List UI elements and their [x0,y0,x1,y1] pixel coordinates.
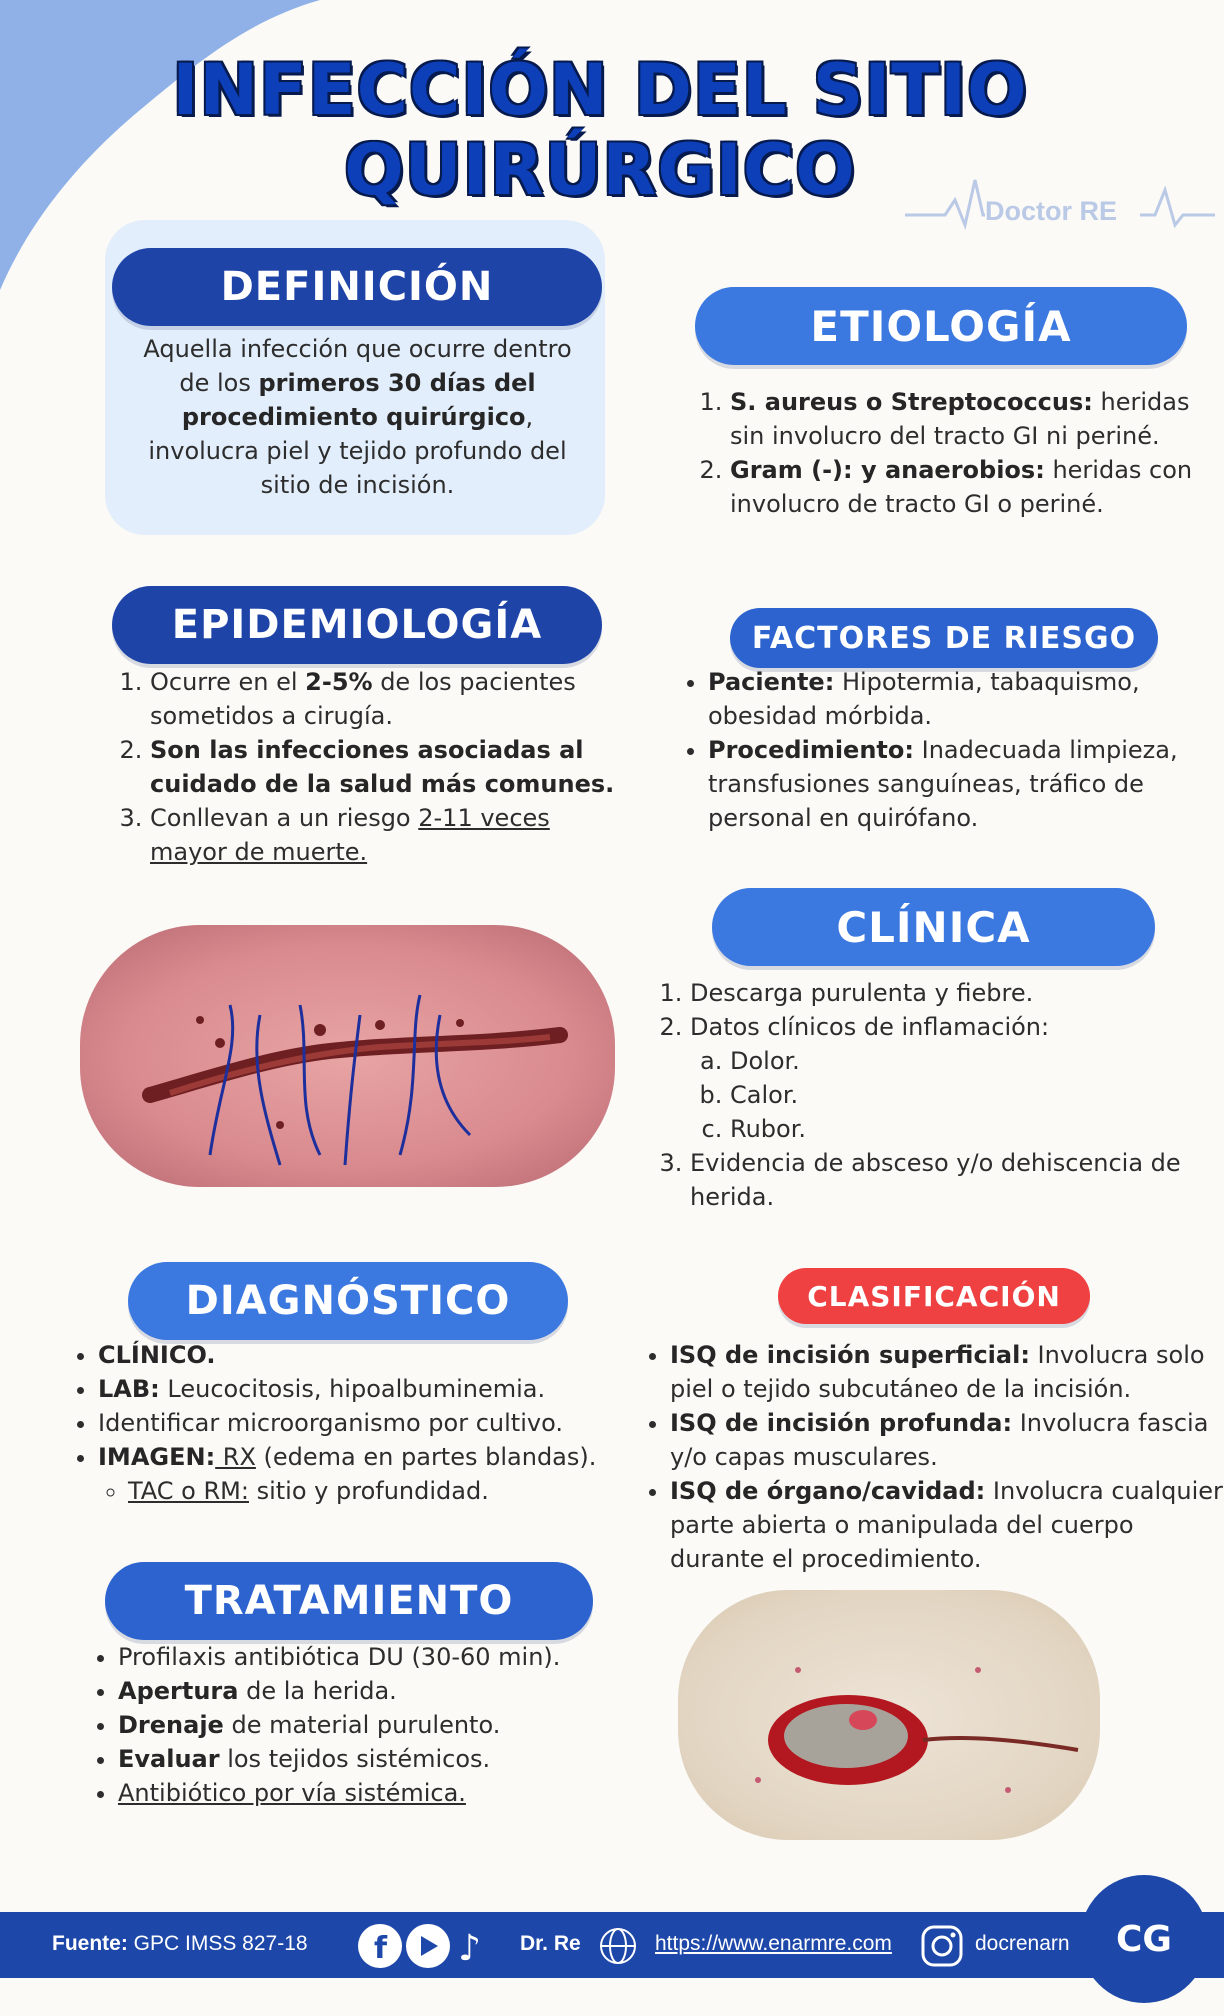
sublist-item: b. Calor. [730,1078,1224,1112]
list-item: • ISQ de incisión profunda: Involucra fascia y/o capas musculares. [670,1406,1224,1474]
diagnosis-list [68,1338,643,1508]
clinical-list [660,976,1224,1214]
globe-icon [598,1926,638,1966]
classification-list [640,1338,1224,1576]
website-link[interactable]: https://www.enarmre.com [655,1932,892,1955]
footer-source: Fuente: GPC IMSS 827-18 [52,1932,308,1955]
list-item: • IMAGEN: RX (edema en partes blandas). ◦ TAC o RM: sitio y profundidad. [98,1440,643,1508]
footer-author: Dr. Re [520,1932,581,1955]
etiology-heading: ETIOLOGÍA [695,287,1187,365]
cg-badge: CG [1080,1875,1208,2003]
sutured-wound-photo [80,925,615,1187]
list-item: • Procedimiento: Inadecuada limpieza, transfusiones sanguíneas, tráfico de personal en quirófano. [708,733,1218,835]
svg-text:♪: ♪ [458,1928,481,1969]
list-item: 2. Datos clínicos de inflamación: a. Dolor. b. Calor. c. Rubor. [690,1010,1224,1146]
sublist-item: a. Dolor. [730,1044,1224,1078]
list-item: • Evaluar los tejidos sistémicos. [118,1742,638,1776]
list-item: • Identificar microorganismo por cultivo. [98,1406,643,1440]
diagnosis-heading: DIAGNÓSTICO [128,1262,568,1340]
brand-logo [905,170,1215,230]
definition-text: Aquella infección que ocurre dentro de los primeros 30 días del procedimiento quirúrgico, involucra piel y tejido profundo del sitio de incisión. [143,335,572,499]
epidemiology-heading: EPIDEMIOLOGÍA [112,586,602,664]
list-item: • ISQ de incisión superficial: Involucra solo piel o tejido subcutáneo de la incisión. [670,1338,1224,1406]
list-item: • LAB: Leucocitosis, hipoalbuminemia. [98,1372,643,1406]
imaging-sublist [98,1474,643,1508]
list-item: 1. Descarga purulenta y fiebre. [690,976,1224,1010]
list-item: • ISQ de órgano/cavidad: Involucra cualquier parte abierta o manipulada del cuerpo durante el procedimiento. [670,1474,1224,1576]
sublist-item: c. Rubor. [730,1112,1224,1146]
epidemiology-list [120,665,620,869]
list-item: • Drenaje de material purulento. [118,1708,638,1742]
list-item: • Paciente: Hipotermia, tabaquismo, obesidad mórbida. [708,665,1218,733]
treatment-list [88,1640,638,1810]
inflammation-sublist [690,1044,1224,1146]
list-item: 2. Son las infecciones asociadas al cuidado de la salud más comunes. [150,733,620,801]
list-item: • CLÍNICO. [98,1338,643,1372]
list-item: 2. Gram (-): y anaerobios: heridas con involucro de tracto GI o periné. [730,453,1220,521]
instagram-handle[interactable]: docrenarn [975,1932,1070,1955]
list-item: • Antibiótico por vía sistémica. [118,1776,638,1810]
list-item: 3. Evidencia de absceso y/o dehiscencia de herida. [690,1146,1224,1214]
footer-bar [0,1912,1224,1978]
list-item: • Profilaxis antibiótica DU (30-60 min). [118,1640,638,1674]
classification-heading: CLASIFICACIÓN [778,1268,1090,1324]
definition-heading: DEFINICIÓN [112,248,602,326]
risk-factors-heading: FACTORES DE RIESGO [730,608,1158,668]
svg-text:f: f [374,1931,388,1966]
sublist-item: ◦ TAC o RM: sitio y profundidad. [128,1474,643,1508]
brand-name: Doctor RE [985,196,1118,226]
clinical-heading: CLÍNICA [712,888,1155,966]
list-item: 1. S. aureus o Streptococcus: heridas sin involucro del tracto GI ni periné. [730,385,1220,453]
list-item: • Apertura de la herida. [118,1674,638,1708]
list-item: 3. Conllevan a un riesgo 2-11 veces mayor de muerte. [150,801,620,869]
treatment-heading: TRATAMIENTO [105,1562,593,1640]
list-item: 1. Ocurre en el 2-5% de los pacientes sometidos a cirugía. [150,665,620,733]
instagram-icon [920,1924,964,1968]
open-wound-photo [678,1590,1100,1840]
social-icons [358,1920,498,1972]
page-title: INFECCIÓN DEL SITIO QUIRÚRGICO [172,49,1028,211]
risk-factors-list [678,665,1218,835]
etiology-list [700,385,1220,521]
